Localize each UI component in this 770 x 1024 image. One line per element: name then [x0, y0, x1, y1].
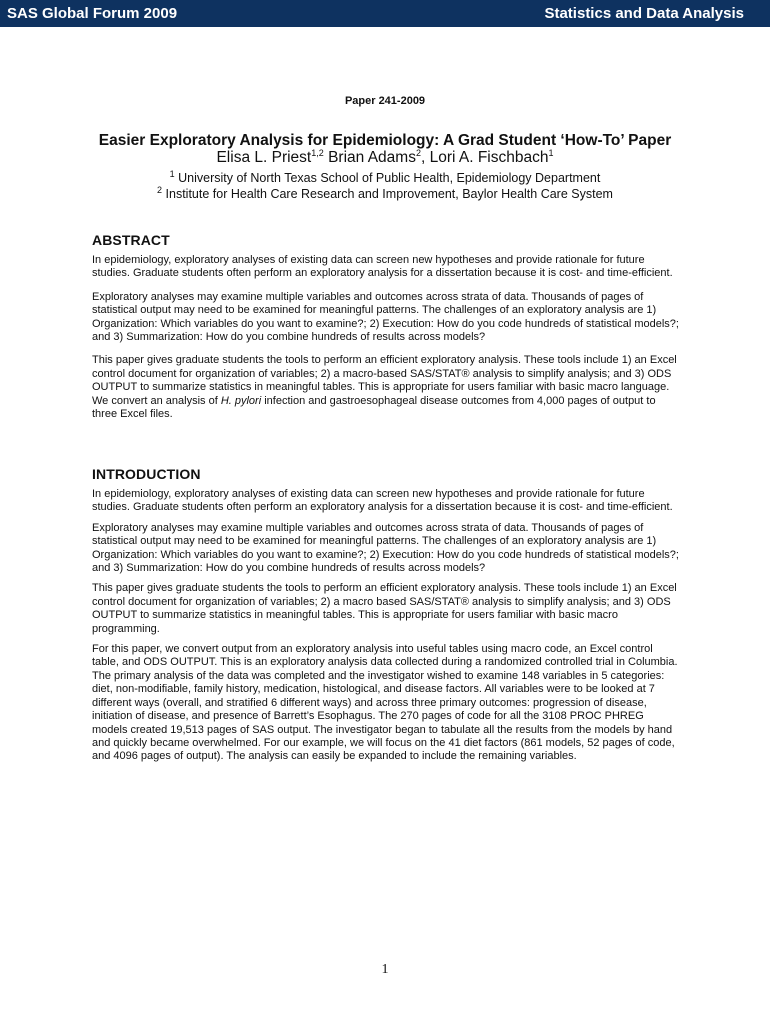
abstract-paragraph	[92, 354, 682, 421]
author-name: Elisa L. Priest	[216, 149, 312, 166]
section-name: Statistics and Data Analysis	[544, 5, 744, 22]
introduction-paragraph: This paper gives graduate students the tools to perform an efficient exploratory analysis. These tools include 1) an Excel control document for organization of variables; 2) a macro based SAS/STAT® analysis to simplify analysis; and 3) ODS OUTPUT to summarize statistics in meaningful tables. This is appropriate for users familiar with basic macro programming.	[92, 582, 677, 635]
abstract-paragraph-tail: infection and gastroesophageal disease outcomes from 4,000 pages of output to three Excel files.	[92, 394, 656, 421]
abstract-paragraph: Exploratory analyses may examine multiple variables and outcomes across strata of data. Thousands of pages of statistical output may need to be examined for meaningful patterns. The challenges of an exploratory analysis are 1) Organization: Which variables do you want to examine?; 2) Execution: How do you code hundreds of statistical models?; and 3) Summarization: How do you combine hundreds of results across models?	[92, 290, 679, 344]
abstract-paragraph: In epidemiology, exploratory analyses of existing data can screen new hypotheses and provide rationale for future studies. Graduate students often perform an exploratory analysis for a dissertation because it is cost- and time-efficient.	[92, 254, 673, 280]
author-affiliation-mark: 1	[548, 147, 554, 158]
affiliation-mark: 2	[157, 184, 163, 195]
abstract-paragraph-text: This paper gives graduate students the tools to perform an efficient exploratory analysis. These tools include 1) an Excel control document for organization of variables; 2) a macro-based SAS/STAT® analysis to simplify analysis; and 3) ODS OUTPUT to summarize statistics in meaningful tables. This is appropriate for users familiar with basic macro language. We convert an analysis of	[92, 354, 677, 407]
affiliation-mark: 1	[169, 168, 175, 179]
introduction-section	[92, 466, 682, 771]
affiliation-text: University of North Texas School of Public Health, Epidemiology Department	[178, 171, 601, 185]
affiliation-text: Institute for Health Care Research and Improvement, Baylor Health Care System	[165, 187, 613, 201]
organism-name: H. pylori	[220, 394, 262, 407]
header-bar	[0, 0, 770, 27]
author-affiliation-mark: 1,2	[311, 147, 324, 158]
abstract-heading: ABSTRACT	[92, 232, 170, 248]
author-name: Brian Adams	[328, 149, 416, 166]
paper-title: Easier Exploratory Analysis for Epidemiology: A Grad Student ‘How-To’ Paper	[98, 132, 672, 149]
conference-name: SAS Global Forum 2009	[7, 5, 178, 22]
affiliation-1	[0, 168, 770, 185]
affiliation-2	[0, 184, 770, 201]
author-list: Elisa L. Priest$^{1,2}$ Brian Adams$^2$, Lori A. Fischbach$^1$	[216, 147, 554, 166]
author-affiliation-mark: 2	[415, 147, 421, 158]
introduction-paragraph: In epidemiology, exploratory analyses of existing data can screen new hypotheses and provide rationale for future studies. Graduate students often perform an exploratory analysis for a dissertation because it is cost- and time-efficient.	[92, 488, 673, 514]
introduction-paragraph: For this paper, we convert output from an exploratory analysis into useful tables using macro code, an Excel control table, and ODS OUTPUT. This is an exploratory analysis data collected during a randomized controlled trial in Columbia. The primary analysis of the data was completed and the investigator wished to examine 148 variables in 5 categories: diet, non-modifiable, family history, medication, histological, and disease factors. All variables were to be looked at 7 different ways (overall, and stratified 6 different ways) and across three primary outcomes: progression of disease, initiation of disease, and presence of Barrett’s Esophagus. The 270 pages of code for all the 3108 PROC PHREG models created 19,513 pages of SAS output. The investigator began to tabulate all the results from the models by hand and quickly became overwhelmed. For our example, we will focus on the 41 diet factors (861 models, 52 pages of code, and 4096 pages of output). The analysis can easily be expanded to include the remaining variables.	[92, 643, 678, 763]
introduction-heading: INTRODUCTION	[92, 466, 201, 482]
page-number: 1	[381, 962, 389, 977]
paper-number: Paper 241-2009	[344, 95, 426, 107]
introduction-paragraph: Exploratory analyses may examine multiple variables and outcomes across strata of data. Thousands of pages of statistical output may need to be examined for meaningful patterns. The challenges of an exploratory analysis are 1) Organization: Which variables do you want to examine?; 2) Execution: How do you code hundreds of statistical models?; and 3) Summarization: How do you combine hundreds of results across models?	[92, 521, 679, 575]
author-name: Lori A. Fischbach	[429, 149, 549, 166]
abstract-section	[92, 232, 682, 431]
